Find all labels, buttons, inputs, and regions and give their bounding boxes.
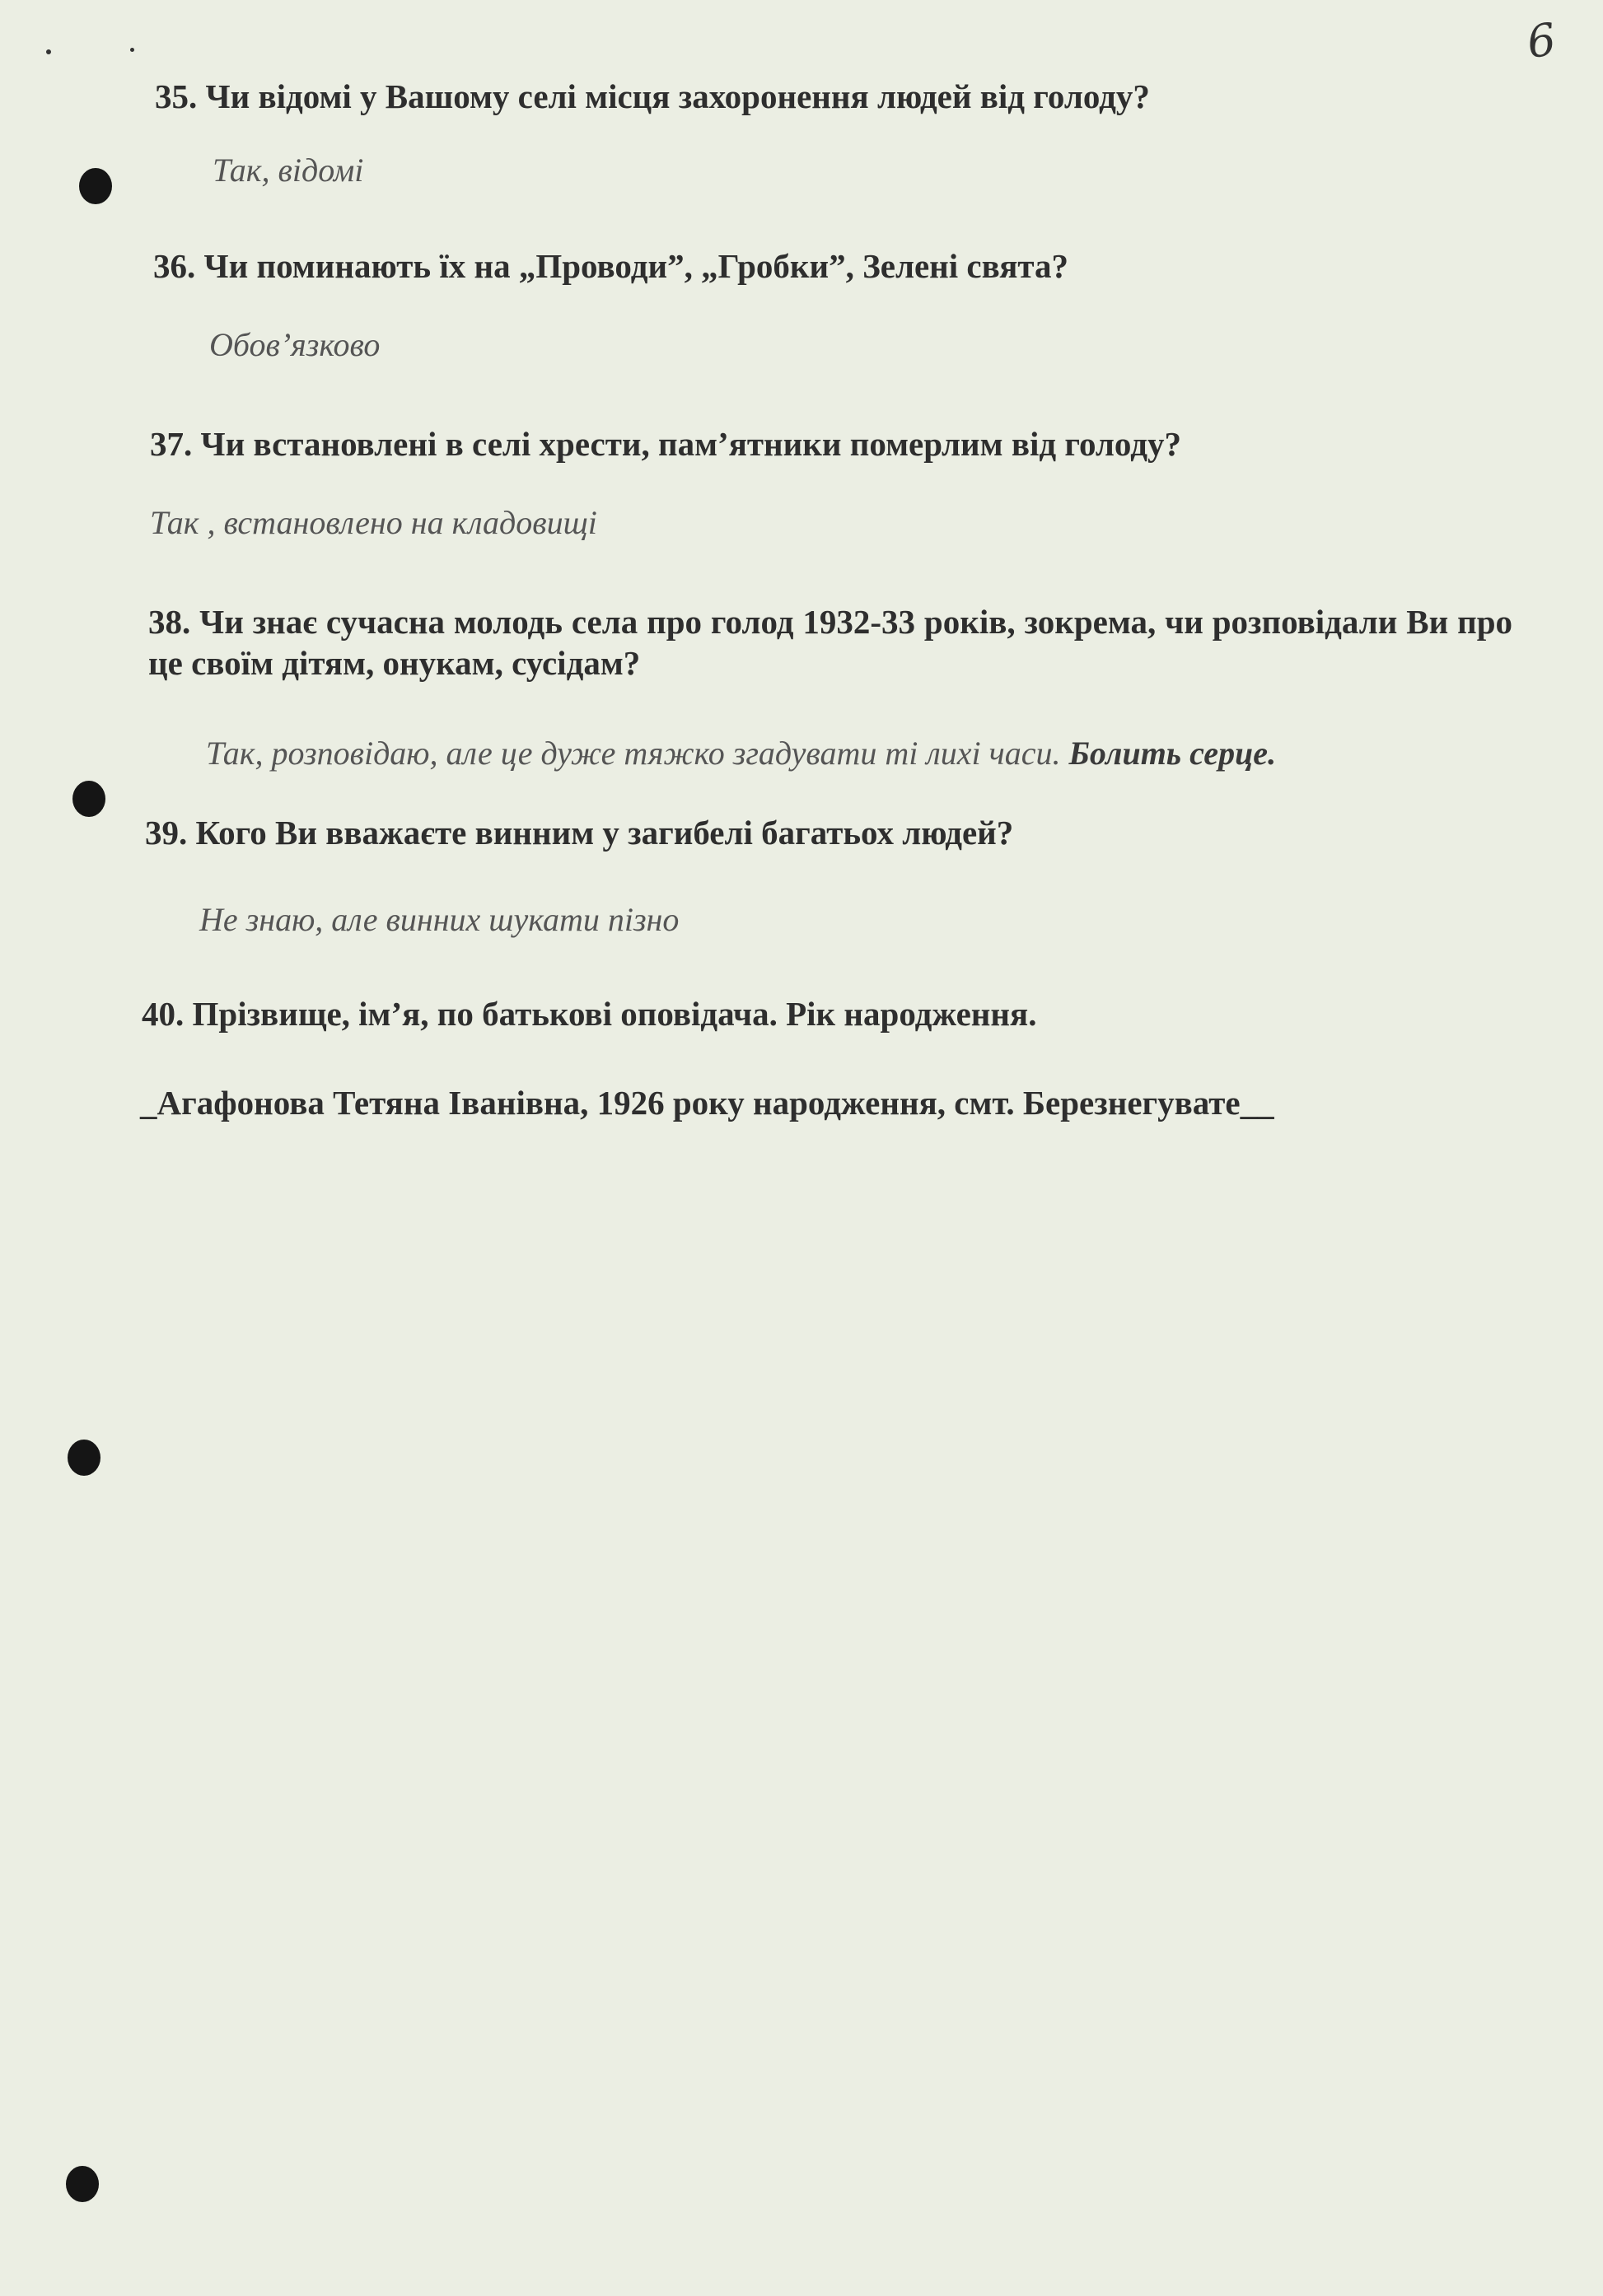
answer-39: Не знаю, але винних шукати пізно bbox=[199, 901, 680, 938]
answer-38-part2: Болить серце. bbox=[1068, 735, 1277, 772]
punch-hole-4 bbox=[66, 2166, 99, 2202]
paper-speck bbox=[130, 48, 134, 52]
page-number: 6 bbox=[1523, 12, 1559, 69]
question-39: 39. Кого Ви вважаєте винним у загибелі багатьох людей? bbox=[145, 814, 1014, 852]
respondent-info: _Агафонова Тетяна Іванівна, 1926 року народження, смт. Березнегувате__ bbox=[140, 1084, 1274, 1122]
question-38: 38. Чи знає сучасна молодь села про голод 1932-33 років, зокрема, чи розповідали Ви про це своїм дітям, онукам, сусідам? bbox=[148, 603, 1512, 682]
question-36: 36. Чи поминають їх на „Проводи”, „Гробки”, Зелені свята? bbox=[153, 247, 1069, 285]
paper-speck bbox=[46, 49, 51, 54]
punch-hole-1 bbox=[79, 168, 112, 204]
punch-hole-3 bbox=[68, 1440, 100, 1476]
answer-37: Так , встановлено на кладовищі bbox=[150, 504, 597, 541]
punch-hole-2 bbox=[72, 781, 105, 817]
question-35: 35. Чи відомі у Вашому селі місця захоронення людей від голоду? bbox=[155, 77, 1150, 115]
question-40: 40. Прізвище, ім’я, по батькові оповідача. Рік народження. bbox=[142, 995, 1037, 1033]
answer-38-part1: Так, розповідаю, але це дуже тяжко згадувати ті лихі часи. bbox=[206, 735, 1069, 772]
answer-36: Обов’язково bbox=[209, 326, 381, 363]
answer-35: Так, відомі bbox=[213, 152, 364, 189]
question-37: 37. Чи встановлені в селі хрести, пам’ятники померлим від голоду? bbox=[150, 425, 1181, 463]
answer-38 bbox=[206, 733, 1276, 774]
